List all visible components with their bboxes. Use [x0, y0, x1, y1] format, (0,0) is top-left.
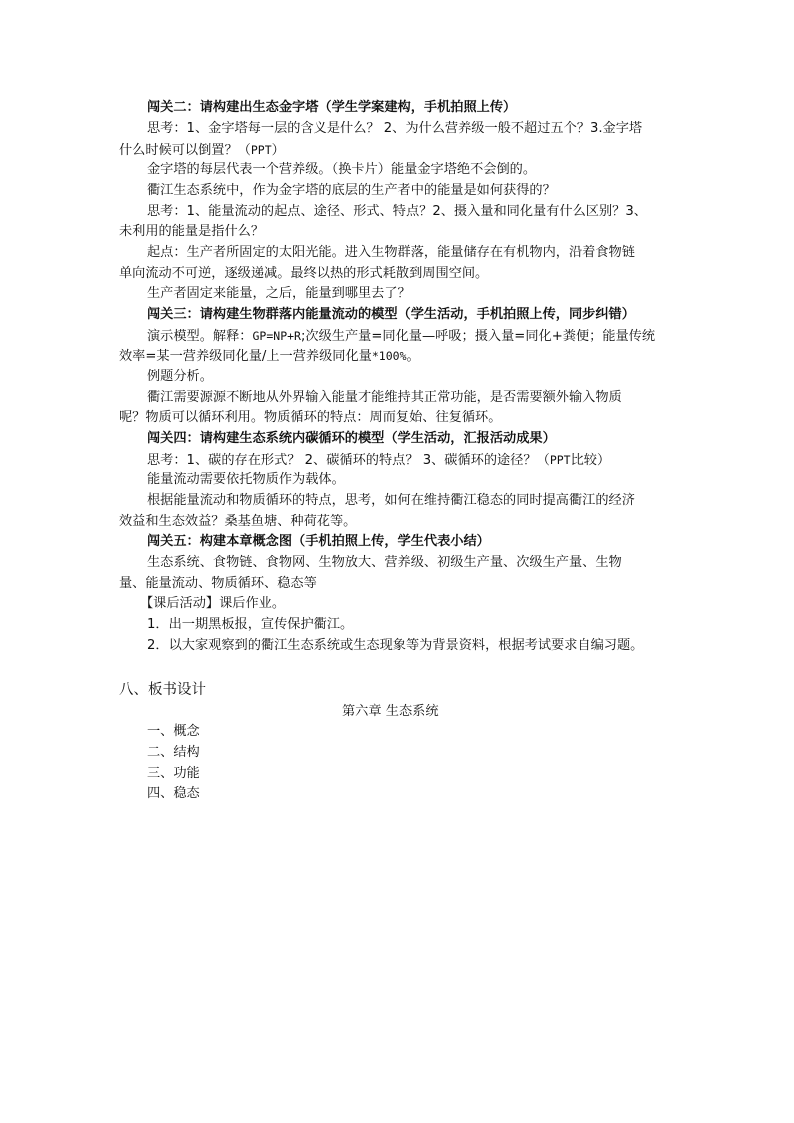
think-question-1-cont: 什么时候可以倒置？（PPT） — [119, 143, 285, 158]
energy-where-question: 生产者固定来能量，之后，能量到哪里去了？ — [147, 286, 411, 301]
challenge-five-heading: 闯关五：构建本章概念图（手机拍照上传，学生代表小结） — [147, 534, 490, 549]
efficiency-line: 效率=某一营养级同化量/上一营养级同化量*100%。 — [119, 349, 420, 364]
board-title: 第六章 生态系统 — [342, 704, 439, 719]
homework-item-2: 2．以大家观察到的衢江生态系统或生态现象等为背景资料，根据考试要求自编习题。 — [147, 638, 644, 653]
benefit-question-cont: 效益和生态效益？桑基鱼塘、种荷花等。 — [119, 514, 357, 529]
board-item-structure: 二、结构 — [147, 745, 200, 760]
producer-energy-question: 衢江生态系统中，作为金字塔的底层的生产者中的能量是如何获得的？ — [147, 183, 556, 198]
energy-carrier-line: 能量流动需要依托物质作为载体。 — [147, 472, 345, 487]
after-class-activity: 【课后活动】课后作业。 — [140, 596, 286, 611]
board-item-concept: 一、概念 — [147, 724, 200, 739]
homework-item-1: 1．出一期黑板报，宣传保护衢江。 — [147, 617, 354, 632]
example-analysis: 例题分析。 — [147, 369, 213, 384]
challenge-three-heading: 闯关三：请构建生物群落内能量流动的模型（学生活动，手机拍照上传，同步纠错） — [147, 307, 635, 322]
pyramid-explanation: 金字塔的每层代表一个营养级。（换卡片）能量金字塔绝不会倒的。 — [147, 162, 537, 177]
material-input-question-cont: 呢？物质可以循环利用。物质循环的特点：周而复始、往复循环。 — [119, 410, 502, 425]
board-item-homeostasis: 四、稳态 — [147, 786, 200, 801]
think-question-3: 思考：1、碳的存在形式？ 2、碳循环的特点？ 3、碳循环的途径？（PPT比较） — [147, 453, 611, 468]
board-design-heading: 八、板书设计 — [119, 682, 206, 698]
concept-list-cont: 量、能量流动、物质循环、稳态等 — [119, 576, 317, 591]
board-item-function: 三、功能 — [147, 766, 200, 781]
model-demo-line: 演示模型。解释：GP=NP+R;次级生产量=同化量—呼吸；摄入量=同化+粪便；能量传统 — [147, 329, 656, 344]
challenge-two-heading: 闯关二：请构建出生态金字塔（学生学案建构，手机拍照上传） — [147, 100, 517, 115]
concept-list: 生态系统、食物链、食物网、生物放大、营养级、初级生产量、次级生产量、生物 — [147, 555, 622, 570]
think-question-1: 思考：1、金字塔每一层的含义是什么？ 2、为什么营养级一般不超过五个？3.金字塔 — [147, 121, 643, 136]
think-question-2: 思考：1、能量流动的起点、途径、形式、特点？2、摄入量和同化量有什么区别？3、 — [147, 204, 647, 219]
energy-flow-start-cont: 单向流动不可逆，逐级递减。最终以热的形式耗散到周围空间。 — [119, 266, 489, 281]
material-input-question: 衢江需要源源不断地从外界输入能量才能维持其正常功能，是否需要额外输入物质 — [147, 390, 622, 405]
think-question-2-cont: 未利用的能量是指什么？ — [119, 224, 265, 239]
benefit-question: 根据能量流动和物质循环的特点，思考，如何在维持衢江稳态的同时提高衢江的经济 — [147, 493, 635, 508]
challenge-four-heading: 闯关四：请构建生态系统内碳循环的模型（学生活动，汇报活动成果） — [147, 431, 556, 446]
energy-flow-start: 起点：生产者所固定的太阳光能。进入生物群落，能量储存在有机物内，沿着食物链 — [147, 245, 635, 260]
